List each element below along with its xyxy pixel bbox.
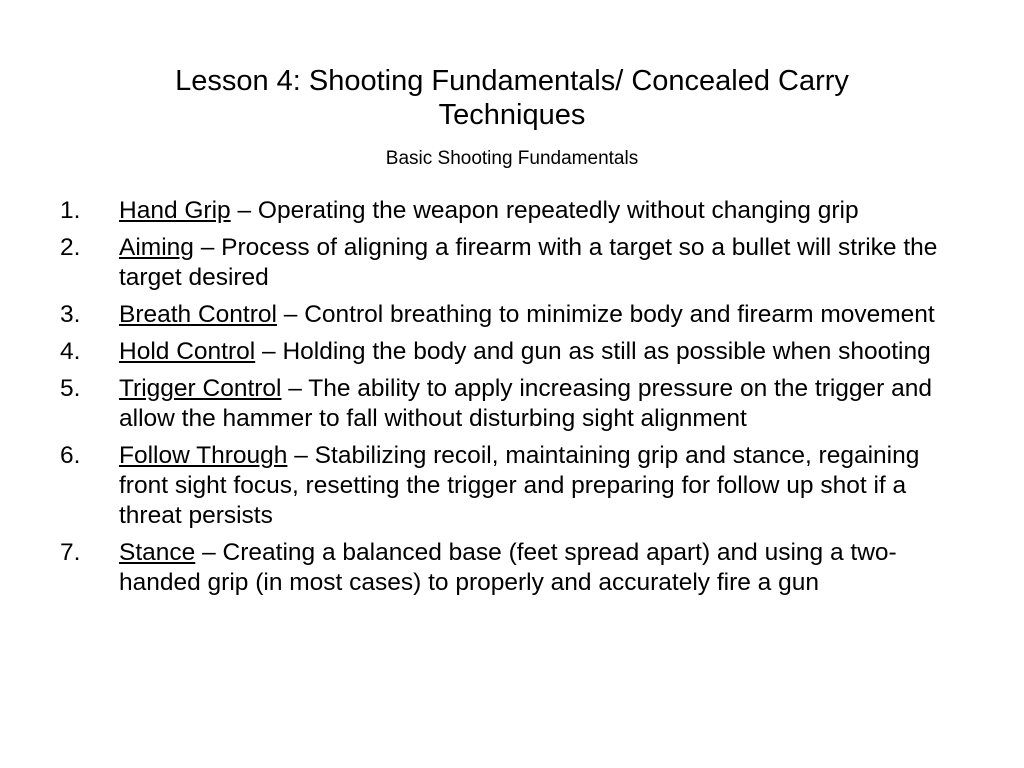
item-number: 7.	[60, 539, 81, 566]
item-body	[119, 233, 960, 293]
item-number: 1.	[60, 197, 81, 224]
item-description: Operating the weapon repeatedly without changing grip	[257, 197, 859, 224]
item-number: 3.	[60, 301, 81, 328]
list-item	[60, 337, 960, 367]
item-description: The ability to apply increasing pressure on the trigger and allow the hammer to fall without disturbing sight alignment	[119, 375, 933, 432]
item-number: 5.	[60, 375, 81, 402]
item-term: Hand Grip	[119, 197, 231, 224]
item-body	[119, 337, 960, 367]
fundamentals-list	[60, 196, 960, 605]
list-item	[60, 196, 960, 226]
item-term: Hold Control	[119, 338, 256, 365]
item-number: 6.	[60, 442, 81, 469]
list-item	[60, 538, 960, 598]
item-description: Creating a balanced base (feet spread apart) and using a two-handed grip (in most cases) to properly and accurately fire a gun	[119, 539, 897, 596]
item-term: Stance	[119, 539, 196, 566]
item-description: Control breathing to minimize body and firearm movement	[304, 301, 935, 328]
list-item	[60, 441, 960, 531]
item-term: Trigger Control	[119, 375, 282, 402]
item-separator: –	[255, 338, 283, 365]
item-body	[119, 538, 960, 598]
item-body	[119, 196, 960, 226]
list-item	[60, 233, 960, 293]
item-description: Stabilizing recoil, maintaining grip and stance, regaining front sight focus, resetting the trigger and preparing for follow up shot if a threat persists	[119, 442, 920, 529]
item-term: Follow Through	[119, 442, 288, 469]
item-separator: –	[193, 234, 222, 261]
item-separator: –	[287, 442, 315, 469]
item-separator: –	[276, 301, 305, 328]
item-separator: –	[281, 375, 309, 402]
slide-subtitle: Basic Shooting Fundamentals	[385, 148, 639, 169]
slide-title: Lesson 4: Shooting Fundamentals/ Concealed Carry Techniques	[175, 65, 849, 131]
item-term: Aiming	[119, 234, 194, 261]
item-description: Process of aligning a firearm with a target so a bullet will strike the target desired	[119, 234, 938, 291]
item-term: Breath Control	[119, 301, 277, 328]
item-body	[119, 374, 960, 434]
list-item	[60, 300, 960, 330]
item-number: 4.	[60, 338, 81, 365]
item-body	[119, 300, 960, 330]
item-separator: –	[230, 197, 258, 224]
item-separator: –	[195, 539, 223, 566]
item-body	[119, 441, 960, 531]
list-item	[60, 374, 960, 434]
item-number: 2.	[60, 234, 81, 261]
item-description: Holding the body and gun as still as possible when shooting	[282, 338, 931, 365]
